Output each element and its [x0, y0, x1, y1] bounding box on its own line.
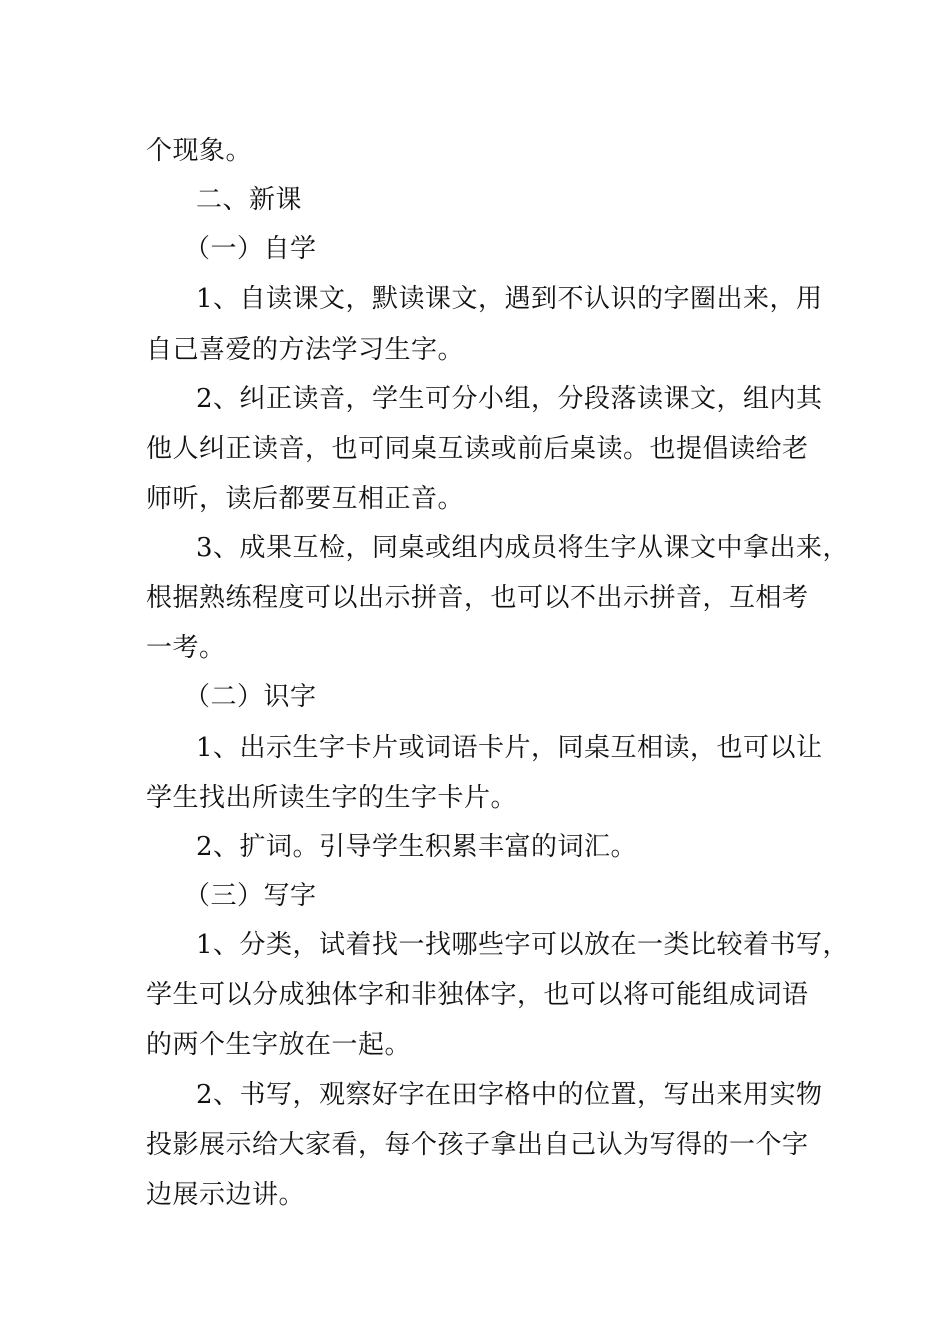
paragraph-line: 学生可以分成独体字和非独体字，也可以将可能组成词语 — [146, 980, 809, 1010]
paragraph-line: 2、书写，观察好字在田字格中的位置，写出来用实物 — [196, 1080, 823, 1110]
paragraph-line: 个现象。 — [146, 136, 253, 166]
paragraph-line: 一考。 — [146, 633, 226, 663]
section-heading: 二、新课 — [196, 185, 303, 215]
paragraph-line: 1、出示生字卡片或词语卡片，同桌互相读，也可以让 — [196, 733, 823, 763]
paragraph-line: 师听，读后都要互相正音。 — [146, 484, 465, 514]
paragraph-line: 投影展示给大家看，每个孩子拿出自己认为写得的一个字 — [146, 1130, 809, 1160]
paragraph-line: 2、扩词。引导学生积累丰富的词汇。 — [196, 832, 638, 862]
paragraph-line: 2、纠正读音，学生可分小组，分段落读课文，组内其 — [196, 384, 823, 414]
paragraph-line: 3、成果互检，同桌或组内成员将生字从课文中拿出来， — [196, 533, 850, 563]
paragraph-line: 学生找出所读生字的生字卡片。 — [146, 783, 518, 813]
subsection-heading: （一）自学 — [184, 234, 317, 264]
paragraph-line: 根据熟练程度可以出示拼音，也可以不出示拼音，互相考 — [146, 583, 809, 613]
subsection-heading: （三）写字 — [184, 881, 317, 911]
paragraph-line: 自己喜爱的方法学习生字。 — [146, 335, 465, 365]
paragraph-line: 1、自读课文，默读课文，遇到不认识的字圈出来，用 — [196, 284, 823, 314]
paragraph-line: 1、分类，试着找一找哪些字可以放在一类比较着书写， — [196, 930, 850, 960]
paragraph-line: 边展示边讲。 — [146, 1180, 306, 1210]
paragraph-line: 他人纠正读音，也可同桌互读或前后桌读。也提倡读给老 — [146, 434, 809, 464]
subsection-heading: （二）识字 — [184, 682, 317, 712]
paragraph-line: 的两个生字放在一起。 — [146, 1030, 412, 1060]
